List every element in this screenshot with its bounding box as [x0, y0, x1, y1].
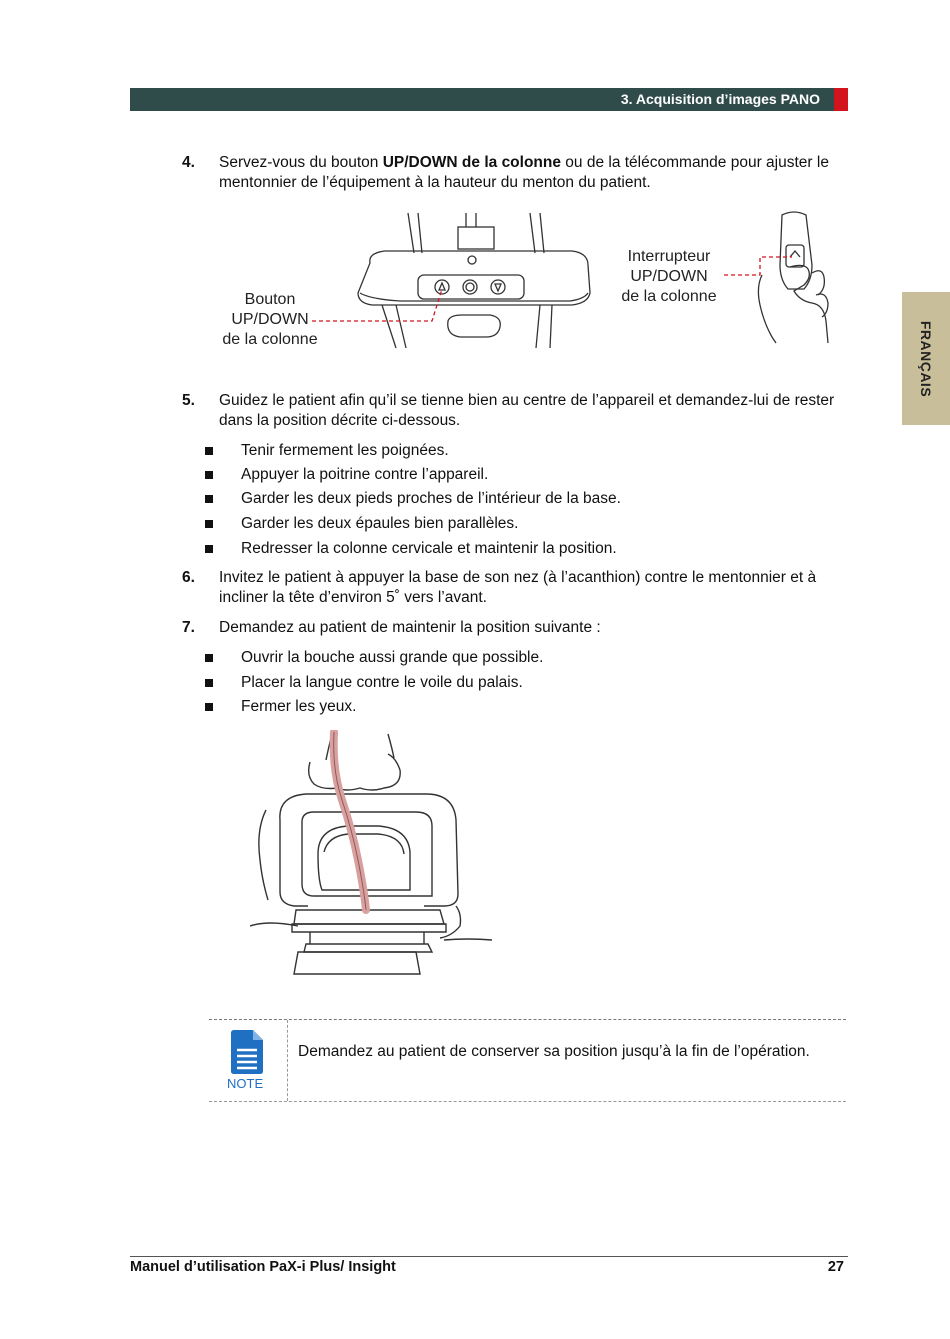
remote-switch-label: Interrupteur UP/DOWN de la colonne: [621, 248, 717, 305]
step-number: 4.: [182, 154, 195, 171]
bullet-square-icon: [205, 495, 213, 503]
section-header-bar: [130, 88, 834, 111]
column-button-label: Bouton UP/DOWN de la colonne: [222, 291, 318, 348]
section-title: 3. Acquisition d’images PANO: [620, 91, 820, 107]
step-text: Servez-vous du bouton UP/DOWN de la colonne ou de la télécommande pour ajuster le mentonnier de l’équipement à la hauteur du menton du patient.: [219, 154, 829, 191]
bullet-square-icon: [205, 520, 213, 528]
note-top-border: [209, 1019, 846, 1020]
language-tab-label: FRANÇAIS: [918, 320, 934, 397]
footer-rule: [130, 1256, 848, 1257]
step-text: Demandez au patient de maintenir la position suivante :: [219, 619, 601, 636]
document-note-icon: [231, 1030, 263, 1074]
note-text: Demandez au patient de conserver sa position jusqu’à la fin de l’opération.: [298, 1043, 810, 1060]
step-number: 6.: [182, 569, 195, 586]
figure-patient-chinrest: [248, 730, 498, 980]
bullet-square-icon: [205, 703, 213, 711]
step-number: 7.: [182, 619, 195, 636]
bullet-square-icon: [205, 654, 213, 662]
header-accent: [834, 88, 848, 111]
page-number: 27: [827, 1259, 844, 1275]
step-text: Invitez le patient à appuyer la base de son nez (à l’acanthion) contre le mentonnier et à incliner la tête d’environ 5˚ vers l’avant.: [219, 569, 817, 606]
chinrest-illustration: [248, 730, 498, 980]
figure-updown-buttons: [200, 205, 850, 355]
footer-manual-title: Manuel d’utilisation PaX-i Plus/ Insight: [130, 1259, 396, 1275]
step-number: 5.: [182, 392, 195, 409]
bullet-square-icon: [205, 471, 213, 479]
bullet-square-icon: [205, 447, 213, 455]
note-label: NOTE: [227, 1076, 264, 1091]
bullet-square-icon: [205, 545, 213, 553]
note-divider: [287, 1020, 288, 1101]
bullet-square-icon: [205, 679, 213, 687]
step-text: Guidez le patient afin qu’il se tienne bien au centre de l’appareil et demandez-lui de rester dans la position décrite ci-dessous.: [219, 392, 835, 429]
note-bottom-border: [209, 1101, 846, 1102]
language-tab: [902, 292, 950, 425]
